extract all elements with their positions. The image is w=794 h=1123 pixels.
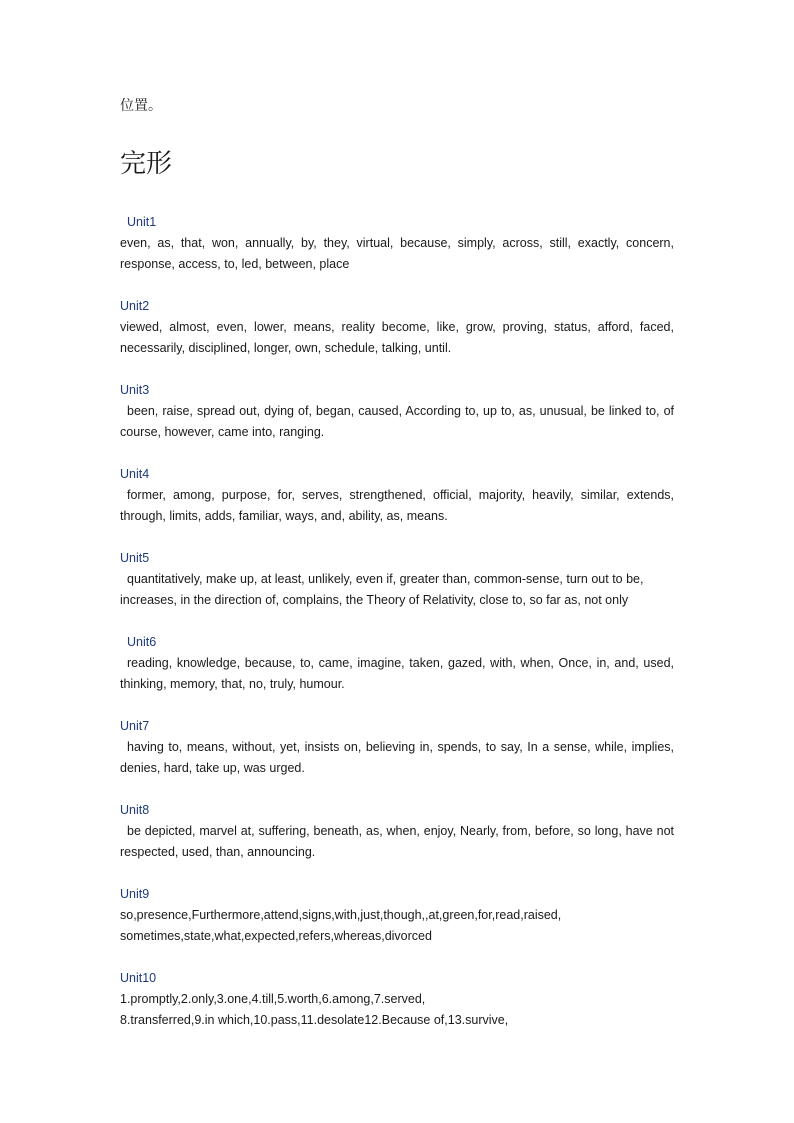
unit-10	[120, 968, 674, 1031]
unit-5	[120, 548, 674, 611]
unit-list	[120, 212, 674, 1052]
unit-7	[120, 716, 674, 779]
unit-1	[120, 212, 674, 275]
unit-title: Unit8	[120, 803, 150, 817]
unit-title: Unit7	[120, 719, 150, 733]
unit-answers: having to, means, without, yet, insists on, believing in, spends, to say, In a sense, while, implies, denies, hard, take up, was urged.	[120, 740, 674, 775]
unit-answers: be depicted, marvel at, suffering, beneath, as, when, enjoy, Nearly, from, before, so long, have not respected, used, than, announcing.	[120, 824, 674, 859]
unit-answers-line: 1.promptly,2.only,3.one,4.till,5.worth,6.among,7.served,	[120, 992, 426, 1006]
unit-3	[120, 380, 674, 443]
unit-answers: even, as, that, won, annually, by, they, virtual, because, simply, across, still, exactly, concern, response, access, to, led, between, place	[120, 236, 674, 271]
unit-4	[120, 464, 674, 527]
unit-2	[120, 296, 674, 359]
unit-title: Unit10	[120, 971, 157, 985]
unit-answers-line: 8.transferred,9.in which,10.pass,11.desolate12.Because of,13.survive,	[120, 1013, 509, 1027]
unit-title: Unit9	[120, 887, 150, 901]
intro-text: 位置。	[120, 98, 162, 114]
unit-answers: quantitatively, make up, at least, unlikely, even if, greater than, common-sense, turn out to be, increases, in the direction of, complains, the Theory of Relativity, close to, so far as, not only	[120, 572, 644, 607]
unit-title: Unit6	[127, 635, 157, 649]
section-heading: 完形	[120, 149, 173, 179]
unit-9	[120, 884, 674, 947]
unit-answers: been, raise, spread out, dying of, began, caused, According to, up to, as, unusual, be linked to, of course, however, came into, ranging.	[120, 404, 674, 439]
unit-answers-line: sometimes,state,what,expected,refers,whereas,divorced	[120, 929, 432, 943]
unit-answers: former, among, purpose, for, serves, strengthened, official, majority, heavily, similar, extends, through, limits, adds, familiar, ways, and, ability, as, means.	[120, 488, 674, 523]
unit-8	[120, 800, 674, 863]
unit-answers-line: so,presence,Furthermore,attend,signs,with,just,though,,at,green,for,read,raised,	[120, 908, 562, 922]
unit-title: Unit5	[120, 551, 150, 565]
unit-6	[120, 632, 674, 695]
unit-title: Unit1	[127, 215, 157, 229]
unit-answers: viewed, almost, even, lower, means, reality become, like, grow, proving, status, afford, faced, necessarily, disciplined, longer, own, schedule, talking, until.	[120, 320, 674, 355]
unit-answers: reading, knowledge, because, to, came, imagine, taken, gazed, with, when, Once, in, and, used, thinking, memory, that, no, truly, humour.	[120, 656, 674, 691]
unit-title: Unit4	[120, 467, 150, 481]
unit-title: Unit2	[120, 299, 150, 313]
unit-title: Unit3	[120, 383, 150, 397]
